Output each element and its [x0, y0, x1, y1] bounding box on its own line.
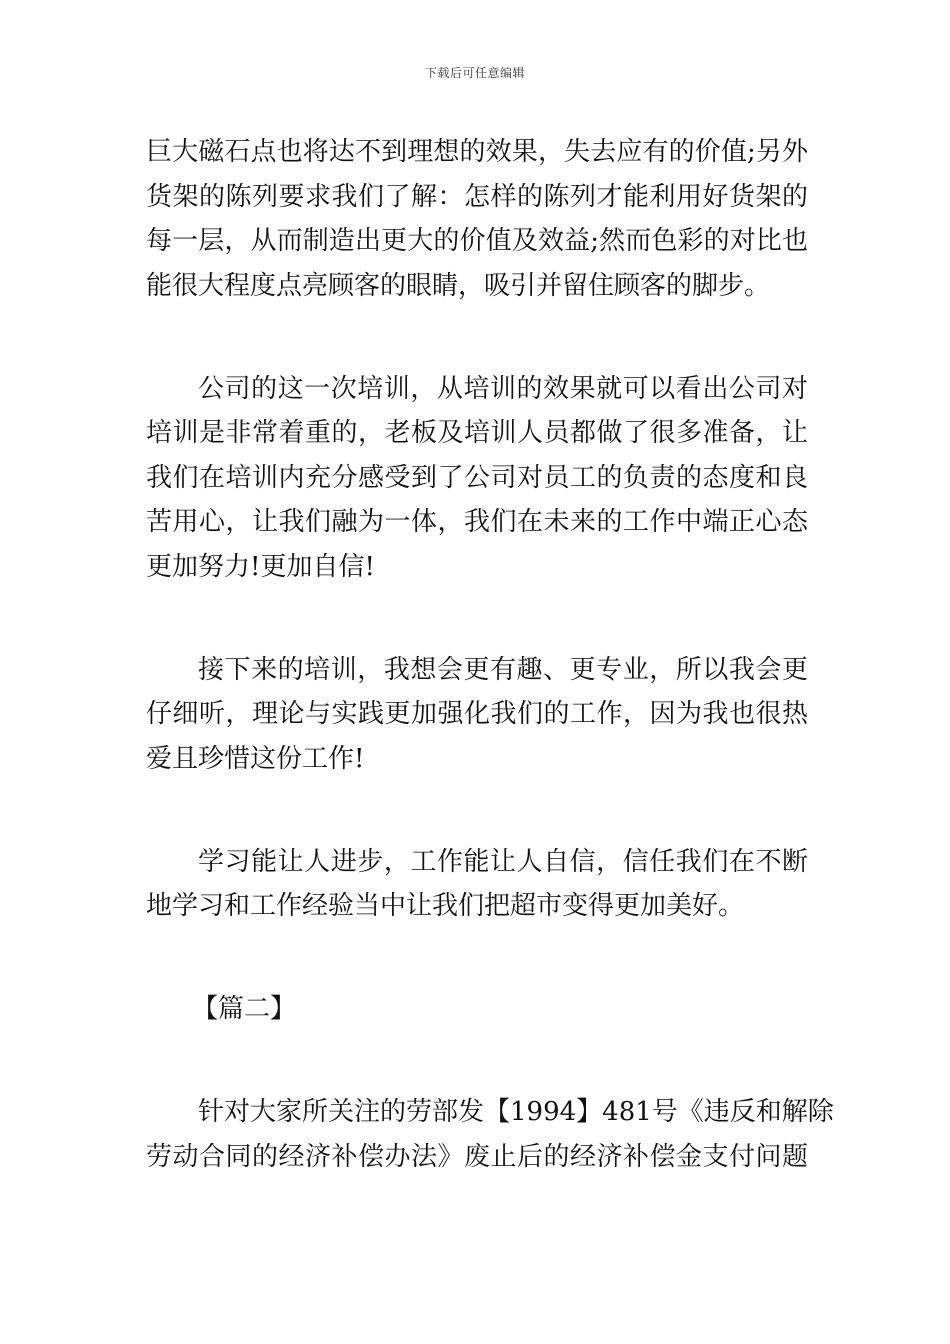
paragraph-3 [146, 648, 808, 782]
section-title: 【篇二】 [192, 994, 297, 1024]
document-body [146, 130, 834, 1179]
paragraph-line: 学习能让人进步，工作能让人自信，信任我们在不断 [198, 846, 808, 877]
paragraph-2 [146, 367, 808, 590]
paragraph-line: 地学习和工作经验当中让我们把超市变得更加美好。 [146, 891, 745, 921]
paragraph-line: 我们在培训内充分感受到了公司对员工的负责的态度和良 [146, 462, 808, 493]
paragraph-line: 接下来的培训，我想会更有趣、更专业，所以我会更 [198, 654, 808, 685]
paragraph-line: 巨大磁石点也将达不到理想的效果，失去应有的价值;另外 [146, 137, 808, 167]
paragraph-line: 每一层，从而制造出更大的价值及效益;然而色彩的对比也 [146, 226, 808, 256]
page-header-note: 下载后可任意编辑 [424, 66, 525, 80]
paragraph-line: 针对大家所关注的劳部发【1994】481号《违反和解除 [198, 1097, 834, 1127]
paragraph-line: 爱且珍惜这份工作! [146, 743, 365, 774]
paragraph-line: 培训是非常着重的，老板及培训人员都做了很多准备，让 [146, 418, 808, 448]
paragraph-line: 公司的这一次培训，从培训的效果就可以看出公司对 [198, 373, 808, 404]
paragraph-line: 劳动合同的经济补偿办法》废止后的经济补偿金支付问题 [146, 1141, 808, 1172]
paragraph-line: 仔细听，理论与实践更加强化我们的工作，因为我也很热 [146, 699, 808, 729]
paragraph-4 [146, 840, 808, 929]
paragraph-line: 更加努力!更加自信! [146, 551, 375, 582]
paragraph-1 [146, 130, 808, 308]
paragraph-line: 能很大程度点亮顾客的眼睛，吸引并留住顾客的脚步。 [146, 270, 771, 301]
paragraph-line: 苦用心，让我们融为一体，我们在未来的工作中端正心态 [146, 507, 808, 537]
paragraph-line: 货架的陈列要求我们了解：怎样的陈列才能利用好货架的 [146, 181, 808, 212]
paragraph-5 [146, 1090, 834, 1179]
